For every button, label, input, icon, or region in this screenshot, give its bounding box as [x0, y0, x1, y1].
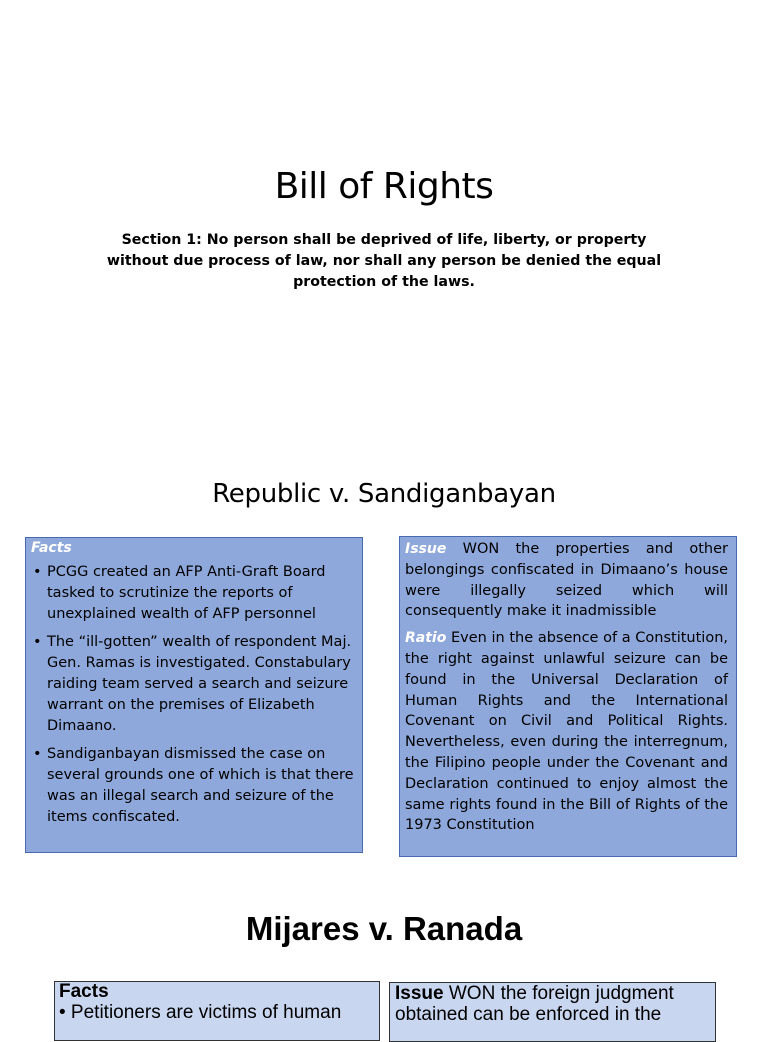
facts-item: • PCGG created an AFP Anti-Graft Board tasked to scrutinize the reports of unexplained wealth of AFP personnel [31, 562, 356, 624]
issue-ratio-box [399, 536, 737, 857]
facts-line-2: • Petitioners are victims of human [59, 1002, 342, 1023]
issue-text: WON the properties and other belongings confiscated in Dimaano’s house were illegally seized which will consequently make it inadmissible [405, 541, 729, 620]
page-title: Bill of Rights [274, 166, 494, 207]
facts-label: Facts [31, 540, 72, 556]
ratio-text: Even in the absence of a Constitution, the right against unlawful seizure can be found in the Universal Declaration of Human Rights and the International Covenant on Civil and Political Rights. Nevertheless, even during the interregnum, the Filipino people under the Covenant and Declaration continued to enjoy almost the same rights found in the Bill of Rights of the 1973 Constitution [405, 630, 729, 834]
case-title-mijares: Mijares v. Ranada [245, 910, 523, 947]
issue-paragraph-2 [395, 983, 709, 1025]
issue-label: Issue [405, 541, 447, 557]
issue-box-2 [389, 982, 716, 1042]
issue-paragraph [405, 539, 728, 622]
case-title-republic: Republic v. Sandiganbayan [212, 479, 556, 509]
facts-list [31, 562, 356, 828]
issue-text-2: WON the foreign judgment obtained can be enforced in the [395, 983, 674, 1025]
facts-item: • The “ill-gotten” wealth of respondent Maj. Gen. Ramas is investigated. Constabulary raiding team served a search and seizure warrant on the premises of Elizabeth Dimaano. [31, 632, 356, 736]
issue-label-2: Issue [395, 983, 444, 1004]
facts-box-2 [54, 981, 380, 1041]
ratio-paragraph [405, 628, 728, 836]
facts-label-2: Facts [59, 981, 109, 1002]
section-text: Section 1: No person shall be deprived of life, liberty, or property without due process of law, nor shall any person be denied the equal protection of the laws. [106, 232, 662, 290]
facts-box [25, 537, 363, 853]
ratio-label: Ratio [405, 630, 447, 647]
facts-item: • Sandiganbayan dismissed the case on several grounds one of which is that there was an illegal search and seizure of the items confiscated. [31, 744, 356, 827]
